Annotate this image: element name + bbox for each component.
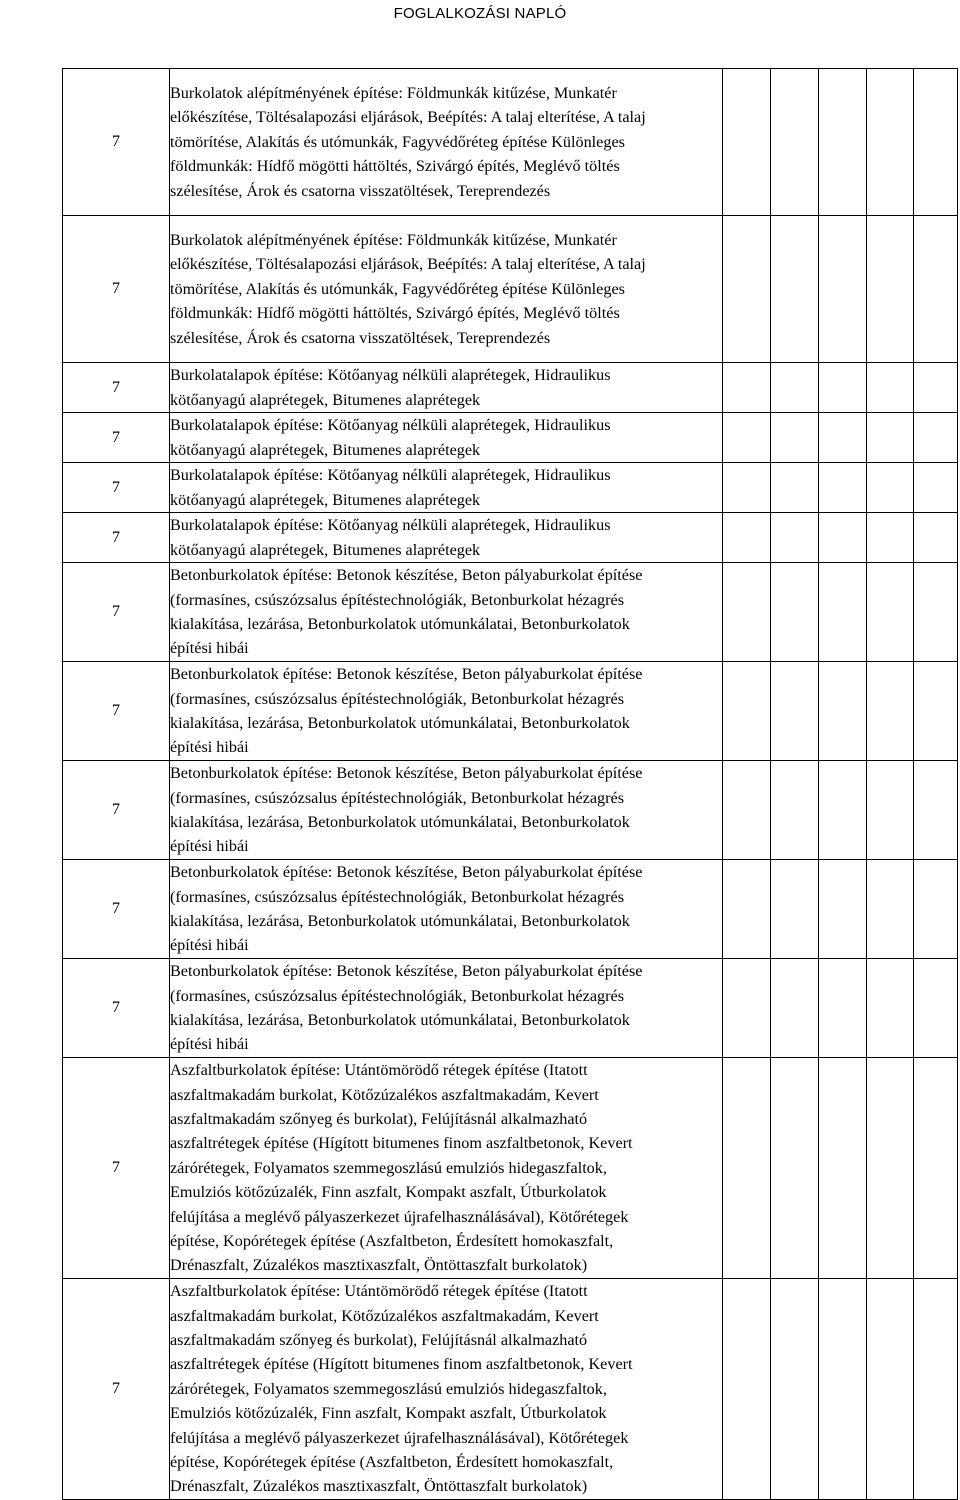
empty-cell (771, 662, 819, 761)
topic-description-cell (170, 959, 723, 1058)
empty-cell (819, 413, 867, 463)
empty-cell (819, 860, 867, 959)
table-row (63, 662, 958, 761)
table-row (63, 1279, 958, 1500)
description-line: (formasínes, csúszózsalus építéstechnológiák, Betonburkolat hézagrés (170, 590, 625, 609)
empty-cell (771, 761, 819, 860)
empty-cell (771, 959, 819, 1058)
topic-description-cell (170, 463, 723, 513)
description-line: építése, Kopórétegek építése (Aszfaltbeton, Érdesített homokaszfalt, (170, 1453, 614, 1472)
activity-log-table (62, 68, 958, 1500)
description-line: kötőanyagú alaprétegek, Bitumenes alaprétegek (170, 390, 481, 409)
empty-cell (723, 1279, 771, 1500)
description-line: Betonburkolatok építése: Betonok készítése, Beton pályaburkolat építése (170, 665, 643, 684)
description-line: kialakítása, lezárása, Betonburkolatok utómunkálatai, Betonburkolatok (170, 714, 630, 732)
description-line: Betonburkolatok építése: Betonok készítése, Beton pályaburkolat építése (170, 566, 643, 585)
description-line: Emulziós kötőzúzalék, Finn aszfalt, Kompakt aszfalt, Útburkolatok (170, 1404, 607, 1423)
description-line: Drénaszfalt, Zúzalékos masztixaszfalt, Öntöttaszfalt burkolatok) (170, 1256, 588, 1275)
empty-cell (914, 216, 958, 363)
table-row (63, 413, 958, 463)
description-line: (formasínes, csúszózsalus építéstechnológiák, Betonburkolat hézagrés (170, 986, 625, 1005)
table-row (63, 463, 958, 513)
description-line: (formasínes, csúszózsalus építéstechnológiák, Betonburkolat hézagrés (170, 788, 625, 807)
empty-cell (723, 463, 771, 513)
empty-cell (771, 513, 819, 563)
empty-cell (867, 1279, 914, 1500)
empty-cell (819, 1279, 867, 1500)
empty-cell (771, 1279, 819, 1500)
empty-cell (819, 463, 867, 513)
table-row (63, 959, 958, 1058)
empty-cell (723, 513, 771, 563)
empty-cell (771, 363, 819, 413)
hours-cell: 7 (63, 959, 170, 1058)
description-line: aszfaltrétegek építése (Hígított bitumenes finom aszfaltbetonok, Kevert (170, 1355, 633, 1374)
description-line: földmunkák: Hídfő mögötti háttöltés, Szivárgó építés, Meglévő töltés (170, 304, 620, 323)
description-line: Emulziós kötőzúzalék, Finn aszfalt, Kompakt aszfalt, Útburkolatok (170, 1183, 607, 1202)
empty-cell (819, 1058, 867, 1279)
topic-description-cell (170, 513, 723, 563)
description-line: Aszfaltburkolatok építése: Utántömörödő rétegek építése (Itatott (170, 1061, 588, 1080)
description-line: földmunkák: Hídfő mögötti háttöltés, Szivárgó építés, Meglévő töltés (170, 157, 620, 176)
description-line: Burkolatalapok építése: Kötőanyag nélküli alaprétegek, Hidraulikus (170, 466, 611, 485)
description-line: Burkolatalapok építése: Kötőanyag nélküli alaprétegek, Hidraulikus (170, 366, 611, 385)
empty-cell (867, 563, 914, 662)
description-line: előkészítése, Töltésalapozási eljárások, Beépítés: A talaj elterítése, A talaj (170, 108, 646, 127)
hours-cell: 7 (63, 1058, 170, 1279)
empty-cell (771, 216, 819, 363)
table-row (63, 563, 958, 662)
empty-cell (914, 662, 958, 761)
description-line: építése, Kopórétegek építése (Aszfaltbeton, Érdesített homokaszfalt, (170, 1232, 614, 1251)
empty-cell (723, 662, 771, 761)
description-line: kötőanyagú alaprétegek, Bitumenes alaprétegek (170, 490, 481, 509)
description-line: kialakítása, lezárása, Betonburkolatok utómunkálatai, Betonburkolatok (170, 912, 630, 930)
table-row (63, 761, 958, 860)
hours-cell: 7 (63, 1279, 170, 1500)
empty-cell (771, 69, 819, 216)
description-line: (formasínes, csúszózsalus építéstechnológiák, Betonburkolat hézagrés (170, 689, 625, 708)
description-line: aszfaltmakadám szőnyeg és burkolat), Felújításnál alkalmazható (170, 1330, 588, 1349)
description-line: kötőanyagú alaprétegek, Bitumenes alaprétegek (170, 440, 481, 459)
empty-cell (819, 363, 867, 413)
empty-cell (914, 563, 958, 662)
description-line: zárórétegek, Folyamatos szemmegoszlású emulziós hidegaszfaltok, (170, 1379, 607, 1398)
empty-cell (914, 959, 958, 1058)
empty-cell (819, 761, 867, 860)
empty-cell (867, 959, 914, 1058)
description-line: Betonburkolatok építése: Betonok készítése, Beton pályaburkolat építése (170, 863, 643, 882)
description-line: Betonburkolatok építése: Betonok készítése, Beton pályaburkolat építése (170, 962, 643, 981)
description-line: aszfaltrétegek építése (Hígított bitumenes finom aszfaltbetonok, Kevert (170, 1134, 633, 1153)
table-row (63, 1058, 958, 1279)
description-line: építési hibái (170, 936, 249, 955)
empty-cell (819, 959, 867, 1058)
empty-cell (819, 69, 867, 216)
empty-cell (914, 413, 958, 463)
description-line: felújítása a meglévő pályaszerkezet újrafelhasználásával), Kötőrétegek (170, 1207, 629, 1226)
topic-description-cell (170, 216, 723, 363)
empty-cell (867, 761, 914, 860)
description-line: Burkolatok alépítményének építése: Földmunkák kitűzése, Munkatér (170, 230, 617, 249)
empty-cell (867, 363, 914, 413)
description-line: (formasínes, csúszózsalus építéstechnológiák, Betonburkolat hézagrés (170, 887, 625, 906)
description-line: építési hibái (170, 837, 249, 856)
empty-cell (819, 662, 867, 761)
hours-cell: 7 (63, 860, 170, 959)
empty-cell (723, 363, 771, 413)
topic-description-cell (170, 1058, 723, 1279)
topic-description-cell (170, 413, 723, 463)
empty-cell (723, 959, 771, 1058)
empty-cell (771, 413, 819, 463)
empty-cell (867, 1058, 914, 1279)
empty-cell (867, 69, 914, 216)
description-line: Betonburkolatok építése: Betonok készítése, Beton pályaburkolat építése (170, 764, 643, 783)
topic-description-cell (170, 1279, 723, 1500)
description-line: építési hibái (170, 738, 249, 757)
empty-cell (867, 413, 914, 463)
empty-cell (867, 860, 914, 959)
empty-cell (723, 1058, 771, 1279)
topic-description-cell (170, 761, 723, 860)
table-row (63, 363, 958, 413)
table-row (63, 216, 958, 363)
empty-cell (723, 69, 771, 216)
empty-cell (914, 1058, 958, 1279)
hours-cell: 7 (63, 216, 170, 363)
empty-cell (723, 216, 771, 363)
description-line: Aszfaltburkolatok építése: Utántömörödő rétegek építése (Itatott (170, 1282, 588, 1301)
empty-cell (771, 563, 819, 662)
empty-cell (771, 860, 819, 959)
description-line: építési hibái (170, 639, 249, 658)
description-line: Burkolatalapok építése: Kötőanyag nélküli alaprétegek, Hidraulikus (170, 416, 611, 435)
table-row (63, 513, 958, 563)
empty-cell (723, 761, 771, 860)
empty-cell (771, 1058, 819, 1279)
empty-cell (723, 413, 771, 463)
empty-cell (914, 513, 958, 563)
empty-cell (819, 513, 867, 563)
description-line: előkészítése, Töltésalapozási eljárások, Beépítés: A talaj elterítése, A talaj (170, 255, 646, 274)
empty-cell (867, 662, 914, 761)
empty-cell (914, 463, 958, 513)
description-line: aszfaltmakadám szőnyeg és burkolat), Felújításnál alkalmazható (170, 1109, 588, 1128)
topic-description-cell (170, 662, 723, 761)
table-row (63, 69, 958, 216)
description-line: zárórétegek, Folyamatos szemmegoszlású emulziós hidegaszfaltok, (170, 1158, 607, 1177)
table-row (63, 860, 958, 959)
description-line: Burkolatok alépítményének építése: Földmunkák kitűzése, Munkatér (170, 83, 617, 102)
description-line: tömörítése, Alakítás és utómunkák, Fagyvédőréteg építése Különleges (170, 132, 625, 151)
hours-cell: 7 (63, 513, 170, 563)
empty-cell (914, 1279, 958, 1500)
hours-cell: 7 (63, 413, 170, 463)
empty-cell (867, 463, 914, 513)
description-line: építési hibái (170, 1035, 249, 1054)
hours-cell: 7 (63, 463, 170, 513)
topic-description-cell (170, 69, 723, 216)
empty-cell (914, 860, 958, 959)
hours-cell: 7 (63, 563, 170, 662)
description-line: kialakítása, lezárása, Betonburkolatok utómunkálatai, Betonburkolatok (170, 813, 630, 831)
topic-description-cell (170, 563, 723, 662)
empty-cell (914, 761, 958, 860)
topic-description-cell (170, 860, 723, 959)
hours-cell: 7 (63, 363, 170, 413)
description-line: kötőanyagú alaprétegek, Bitumenes alaprétegek (170, 540, 481, 559)
topic-description-cell (170, 363, 723, 413)
description-line: szélesítése, Árok és csatorna visszatöltések, Tereprendezés (170, 328, 551, 347)
description-line: szélesítése, Árok és csatorna visszatöltések, Tereprendezés (170, 181, 551, 200)
description-line: kialakítása, lezárása, Betonburkolatok utómunkálatai, Betonburkolatok (170, 1011, 630, 1029)
empty-cell (771, 463, 819, 513)
description-line: Burkolatalapok építése: Kötőanyag nélküli alaprétegek, Hidraulikus (170, 516, 611, 535)
empty-cell (914, 363, 958, 413)
description-line: kialakítása, lezárása, Betonburkolatok utómunkálatai, Betonburkolatok (170, 615, 630, 633)
empty-cell (723, 563, 771, 662)
hours-cell: 7 (63, 69, 170, 216)
empty-cell (867, 216, 914, 363)
empty-cell (867, 513, 914, 563)
hours-cell: 7 (63, 761, 170, 860)
description-line: felújítása a meglévő pályaszerkezet újrafelhasználásával), Kötőrétegek (170, 1428, 629, 1447)
hours-cell: 7 (63, 662, 170, 761)
empty-cell (819, 563, 867, 662)
description-line: aszfaltmakadám burkolat, Kötőzúzalékos aszfaltmakadám, Kevert (170, 1306, 599, 1325)
empty-cell (914, 69, 958, 216)
description-line: Drénaszfalt, Zúzalékos masztixaszfalt, Öntöttaszfalt burkolatok) (170, 1477, 588, 1496)
page-header-title: FOGLALKOZÁSI NAPLÓ (393, 5, 567, 22)
description-line: tömörítése, Alakítás és utómunkák, Fagyvédőréteg építése Különleges (170, 279, 625, 298)
description-line: aszfaltmakadám burkolat, Kötőzúzalékos aszfaltmakadám, Kevert (170, 1085, 599, 1104)
empty-cell (723, 860, 771, 959)
empty-cell (819, 216, 867, 363)
